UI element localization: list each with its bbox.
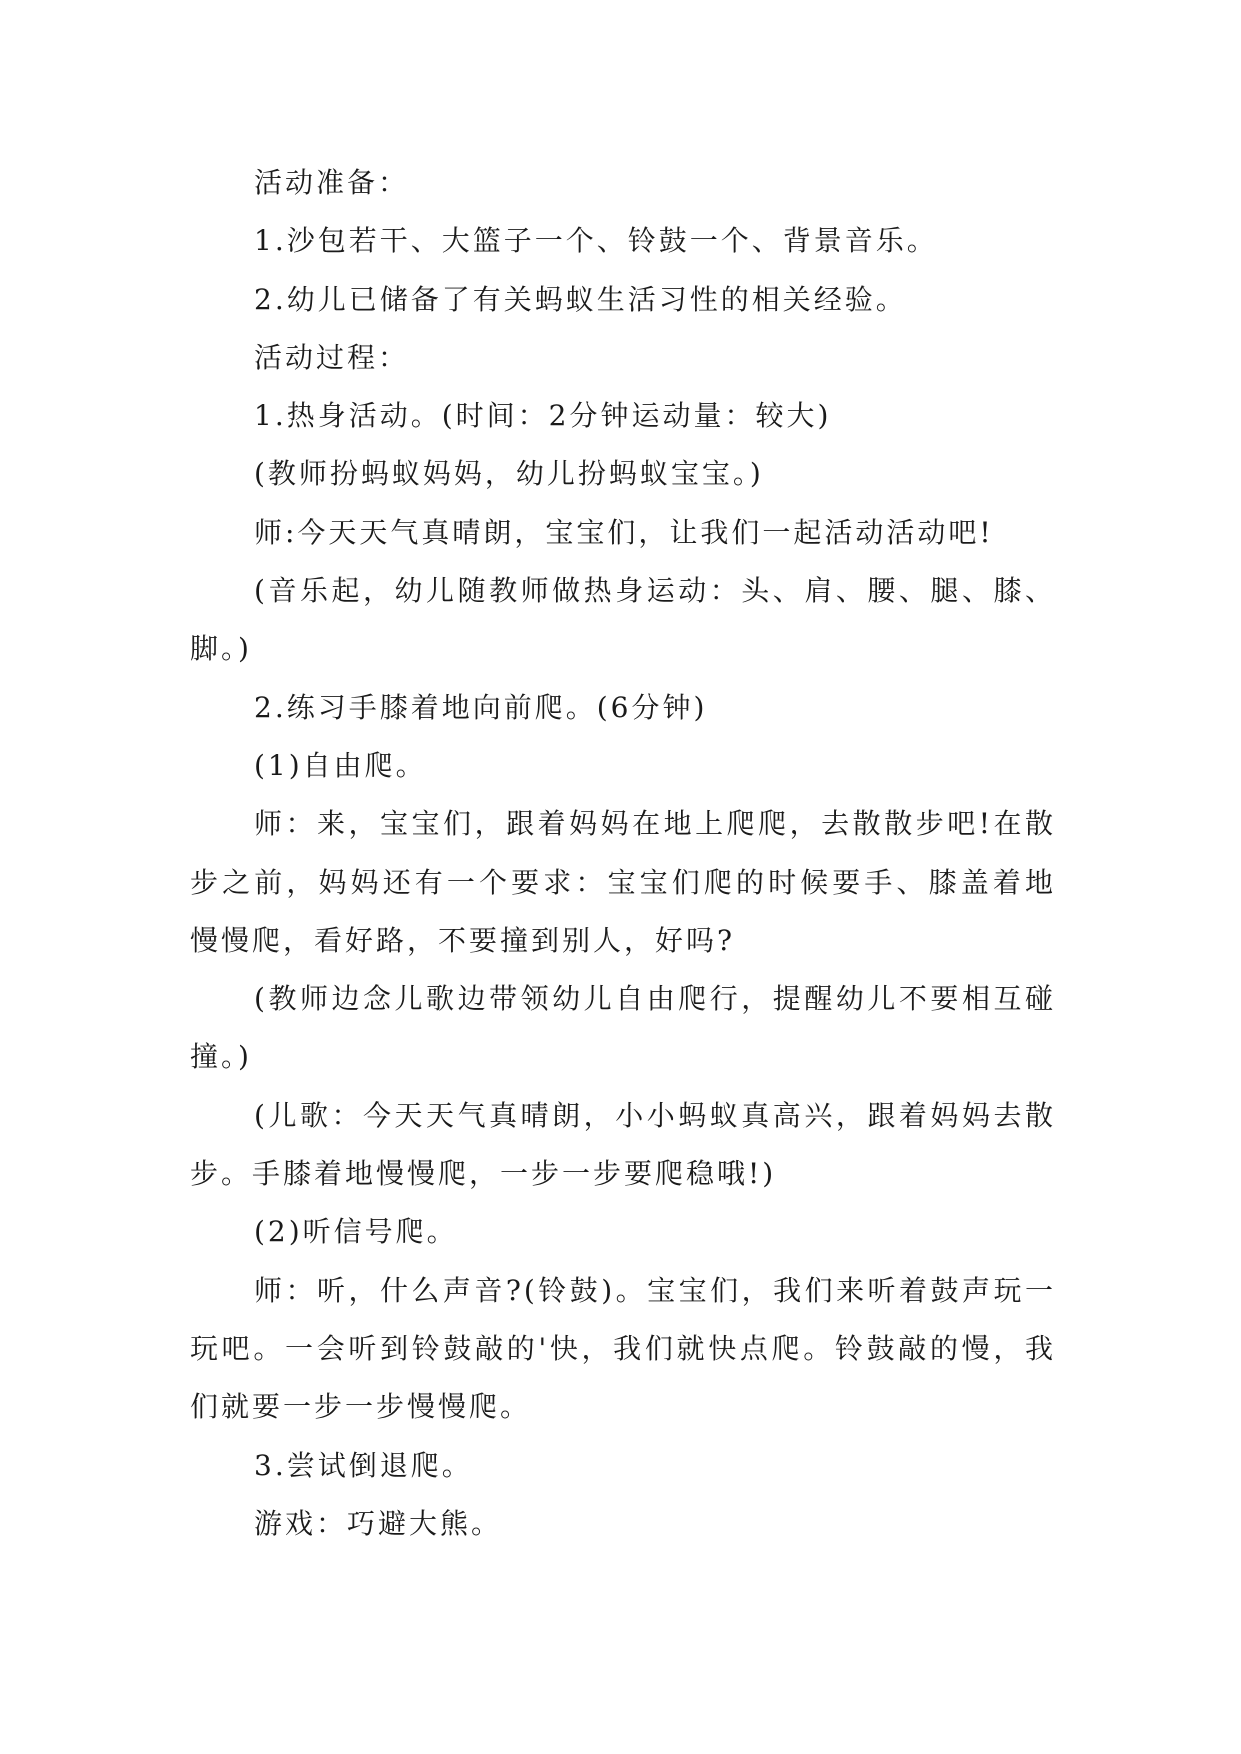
paragraph-teacher-line-1: 师:今天天气真晴朗，宝宝们，让我们一起活动活动吧! [254, 515, 994, 549]
paragraph-warmup-note: (音乐起，幼儿随教师做热身运动：头、肩、腰、腿、膝、脚。) [190, 574, 1056, 666]
paragraph-teacher-line-3: 师：听，什么声音?(铃鼓)。宝宝们，我们来听着鼓声玩一玩吧。一会听到铃鼓敲的'快，我们就快点爬。铃鼓敲的慢，我们就要一步一步慢慢爬。 [190, 1273, 1056, 1424]
paragraph-nursery-rhyme: (儿歌：今天天气真晴朗，小小蚂蚁真高兴，跟着妈妈去散步。手膝着地慢慢爬，一步一步要爬稳哦!) [190, 1098, 1056, 1191]
paragraph-free-crawl-note: (教师边念儿歌边带领幼儿自由爬行，提醒幼儿不要相互碰撞。) [190, 982, 1056, 1074]
paragraph-activity-process-heading: 活动过程： [254, 340, 410, 374]
paragraph-game-title: 游戏：巧避大熊。 [254, 1506, 503, 1540]
paragraph-crawl-practice-step: 2.练习手膝着地向前爬。(6分钟) [254, 690, 708, 724]
paragraph-preparation-item-1: 1.沙包若干、大篮子一个、铃鼓一个、背景音乐。 [254, 224, 938, 258]
paragraph-activity-preparation-heading: 活动准备： [254, 166, 410, 199]
paragraph-backward-crawl-step: 3.尝试倒退爬。 [254, 1448, 473, 1482]
document-body [190, 154, 1056, 1553]
paragraph-roles-note: (教师扮蚂蚁妈妈，幼儿扮蚂蚁宝宝。) [254, 457, 764, 491]
paragraph-preparation-item-2: 2.幼儿已储备了有关蚂蚁生活习性的相关经验。 [254, 282, 907, 316]
paragraph-teacher-line-2: 师：来，宝宝们，跟着妈妈在地上爬爬，去散散步吧!在散步之前，妈妈还有一个要求：宝宝们爬的时候要手、膝盖着地慢慢爬，看好路，不要撞到别人，好吗? [190, 807, 1056, 957]
paragraph-signal-crawl-heading: (2)听信号爬。 [254, 1215, 458, 1249]
paragraph-free-crawl-heading: (1)自由爬。 [254, 748, 427, 782]
paragraph-warmup-step: 1.热身活动。(时间：2分钟运动量：较大) [254, 399, 832, 433]
